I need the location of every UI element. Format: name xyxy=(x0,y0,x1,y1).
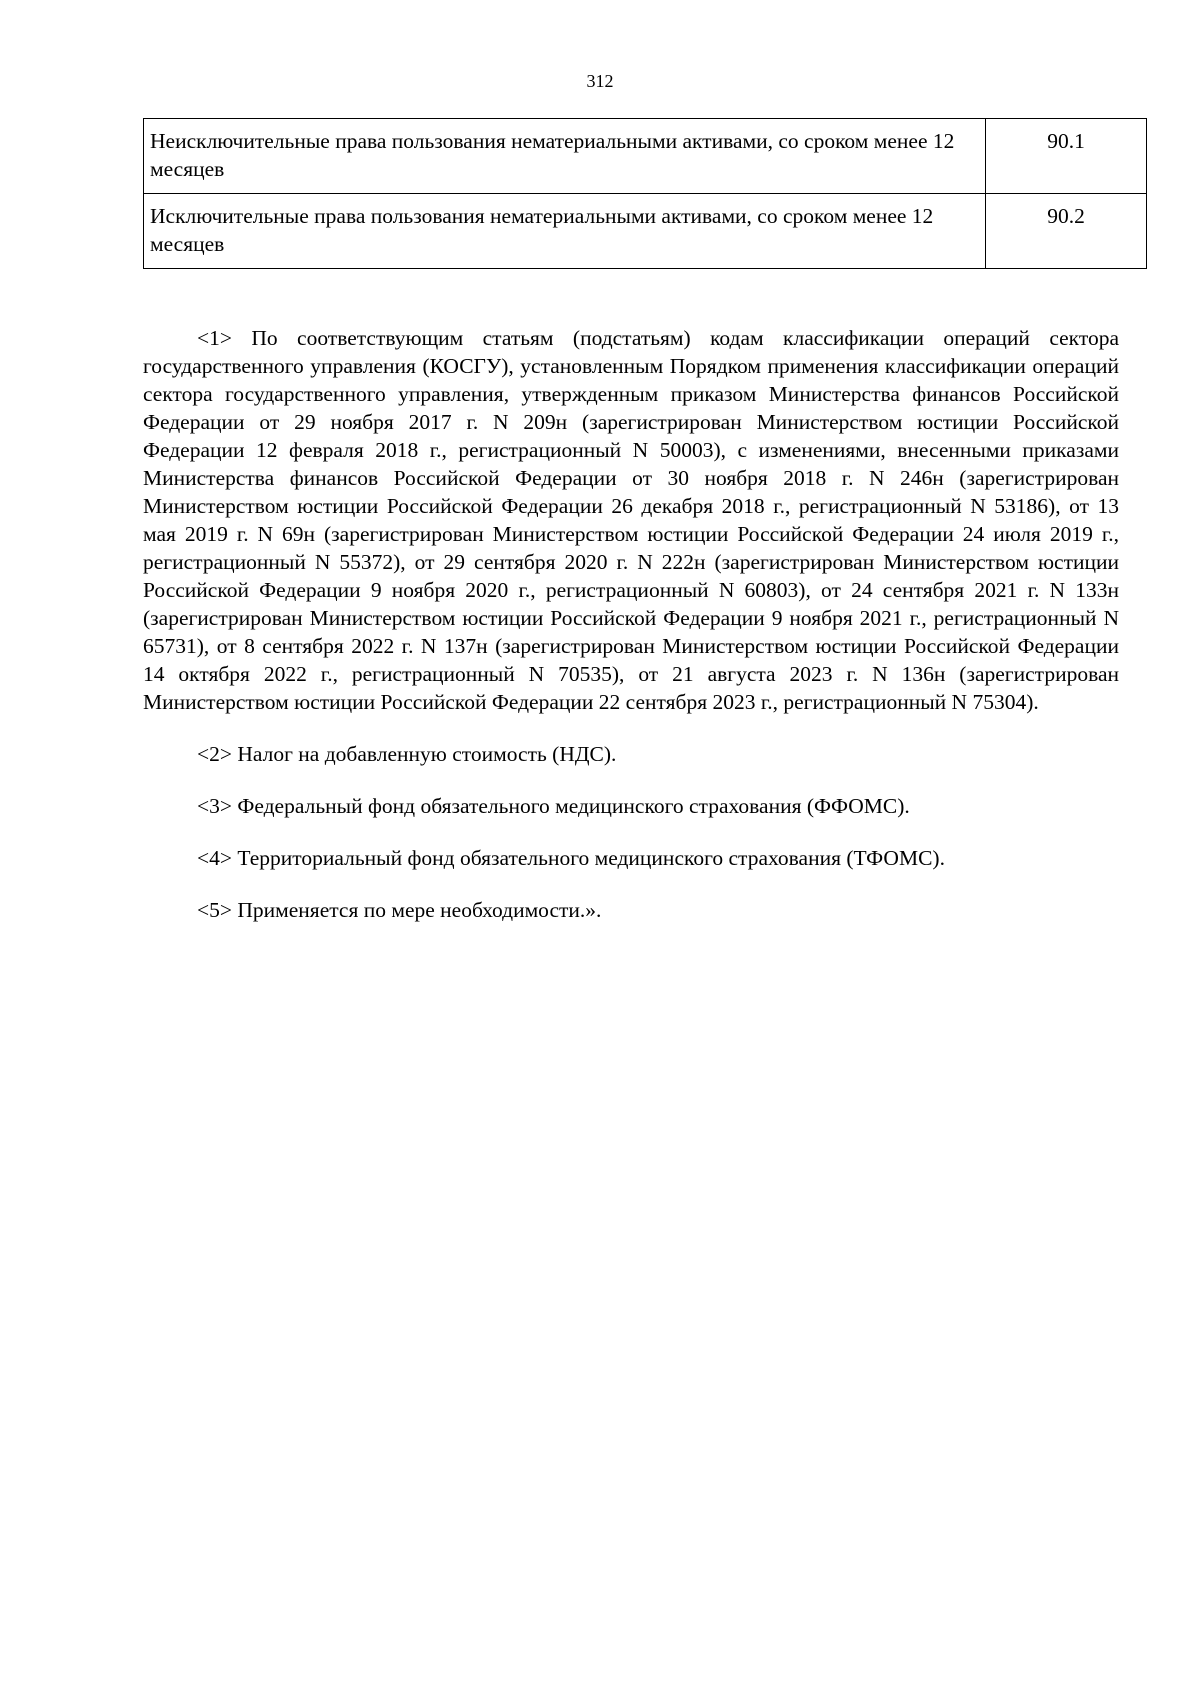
codes-table xyxy=(143,118,1147,269)
footnote-1: <1> По соответствующим статьям (подстатьям) кодам классификации операций сектора государственного управления (КОСГУ), установленным Порядком применения классификации операций сектора государственного управления, утвержденным приказом Министерства финансов Российской Федерации от 29 ноября 2017 г. N 209н (зарегистрирован Министерством юстиции Российской Федерации 12 февраля 2018 г., регистрационный N 50003), с изменениями, внесенными приказами Министерства финансов Российской Федерации от 30 ноября 2018 г. N 246н (зарегистрирован Министерством юстиции Российской Федерации 26 декабря 2018 г., регистрационный N 53186), от 13 мая 2019 г. N 69н (зарегистрирован Министерством юстиции Российской Федерации 24 июля 2019 г., регистрационный N 55372), от 29 сентября 2020 г. N 222н (зарегистрирован Министерством юстиции Российской Федерации 9 ноября 2020 г., регистрационный N 60803), от 24 сентября 2021 г. N 133н (зарегистрирован Министерством юстиции Российской Федерации 9 ноября 2021 г., регистрационный N 65731), от 8 сентября 2022 г. N 137н (зарегистрирован Министерством юстиции Российской Федерации 14 октября 2022 г., регистрационный N 70535), от 21 августа 2023 г. N 136н (зарегистрирован Министерством юстиции Российской Федерации 22 сентября 2023 г., регистрационный N 75304). xyxy=(143,326,1119,714)
table-row xyxy=(144,119,1147,194)
footnote-4: <4> Территориальный фонд обязательного медицинского страхования (ТФОМС). xyxy=(197,846,945,870)
table-cell-name: Неисключительные права пользования нематериальными активами, со сроком менее 12 месяцев xyxy=(144,119,986,194)
footnotes xyxy=(143,324,1119,948)
footnote-3: <3> Федеральный фонд обязательного медицинского страхования (ФФОМС). xyxy=(197,794,910,818)
table-row xyxy=(144,194,1147,269)
page-number: 312 xyxy=(586,71,614,91)
footnote-2: <2> Налог на добавленную стоимость (НДС). xyxy=(197,742,617,766)
table-cell-code: 90.2 xyxy=(986,194,1147,269)
table-cell-code: 90.1 xyxy=(986,119,1147,194)
table-cell-name: Исключительные права пользования нематериальными активами, со сроком менее 12 месяцев xyxy=(144,194,986,269)
footnote-5: <5> Применяется по мере необходимости.». xyxy=(197,898,602,922)
